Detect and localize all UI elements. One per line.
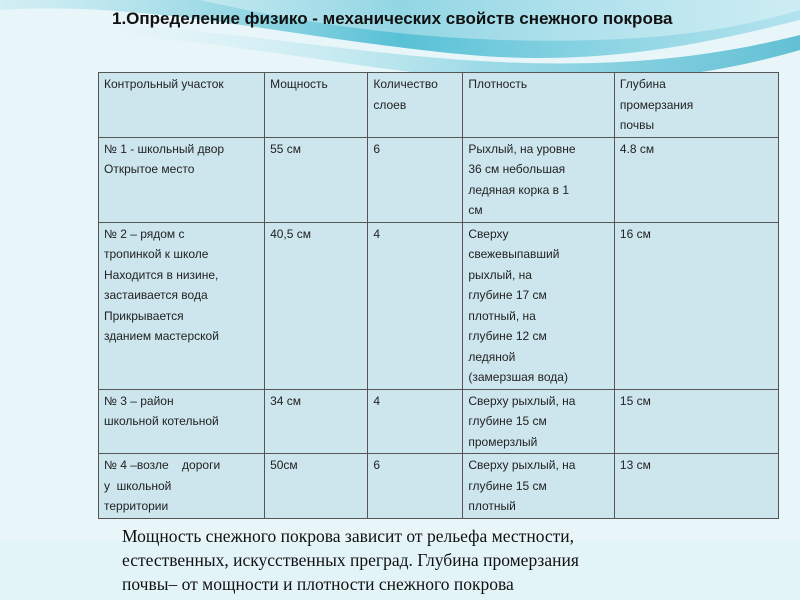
table-row (99, 222, 779, 389)
header-cell-layers (368, 73, 463, 138)
cell-line: ледяная корка в 1 (468, 182, 570, 197)
cell-line: свежевыпавший (468, 247, 560, 261)
table-row (99, 137, 779, 222)
cell-line: 6 (373, 141, 381, 156)
cell-line: Прикрывается (104, 308, 184, 323)
conclusion-line: естественных, искусственных преград. Глубина промерзания (122, 550, 579, 570)
table-row (99, 389, 779, 454)
table-cell (463, 222, 615, 389)
cell-line: № 2 – рядом с (104, 226, 185, 241)
cell-line: № 1 - школьный двор (104, 141, 225, 156)
cell-line: Глубина (619, 77, 666, 91)
cell-line: Контрольный участок (104, 77, 224, 91)
table-cell (99, 454, 265, 519)
table-cell (368, 137, 463, 222)
cell-line: Находится в низине, (104, 267, 219, 282)
cell-line: почвы (619, 118, 655, 132)
cell-line: тропинкой к школе (104, 247, 209, 261)
cell-line: № 4 –возле дороги (104, 458, 221, 472)
header-cell-site (99, 73, 265, 138)
cell-line: глубине 12 см (468, 329, 547, 343)
cell-line: 16 см (619, 226, 651, 241)
cell-line: 40,5 см (270, 226, 312, 241)
cell-line: 4 (373, 226, 381, 241)
cell-line: 13 см (619, 458, 651, 472)
cell-line: у школьной (104, 478, 172, 493)
snow-properties-table (98, 72, 779, 519)
cell-line: плотный (468, 499, 516, 513)
cell-line: школьной котельной (104, 414, 219, 428)
table-header-row (99, 73, 779, 138)
cell-line: 4.8 см (619, 141, 655, 156)
cell-line: 4 (373, 393, 381, 408)
cell-line: слоев (373, 97, 407, 112)
cell-line: Сверху рыхлый, на (468, 393, 576, 408)
cell-line: Сверху рыхлый, на (468, 458, 576, 472)
conclusion-text (122, 524, 762, 596)
cell-line: 50см (270, 458, 298, 472)
cell-line: Плотность (468, 77, 528, 91)
table-cell (265, 137, 368, 222)
cell-line: № 3 – район (104, 393, 174, 408)
cell-line: Количество (373, 77, 438, 91)
header-cell-thickness (265, 73, 368, 138)
table-row (99, 454, 779, 519)
table-cell (463, 389, 615, 454)
cell-line: территории (104, 499, 169, 513)
cell-line: промерзлый (468, 434, 538, 449)
slide-title: 1.Определение физико - механических свойств снежного покрова (112, 9, 673, 28)
table-cell (463, 454, 615, 519)
cell-line: ледяной (468, 349, 516, 364)
cell-line: промерзания (619, 97, 694, 112)
cell-line: Открытое место (104, 162, 195, 176)
cell-line: застаивается вода (104, 288, 208, 302)
cell-line: глубине 17 см (468, 288, 547, 302)
cell-line: (замерзшая вода) (468, 370, 568, 384)
table-cell (463, 137, 615, 222)
cell-line: см (468, 203, 483, 217)
table-cell (614, 454, 778, 519)
cell-line: Сверху (468, 226, 509, 241)
conclusion-line: Мощность снежного покрова зависит от рельефа местности, (122, 526, 575, 546)
table-cell (265, 389, 368, 454)
cell-line: 36 см небольшая (468, 162, 566, 176)
table-cell (265, 222, 368, 389)
cell-line: Рыхлый, на уровне (468, 141, 576, 156)
header-cell-density (463, 73, 615, 138)
header-cell-freeze-depth (614, 73, 778, 138)
table-cell (614, 389, 778, 454)
table-cell (368, 222, 463, 389)
cell-line: Мощность (270, 77, 328, 91)
cell-line: плотный, на (468, 308, 536, 323)
table-cell (99, 222, 265, 389)
cell-line: 34 см (270, 393, 301, 408)
table-cell (265, 454, 368, 519)
cell-line: рыхлый, на (468, 267, 532, 282)
table-cell (614, 137, 778, 222)
table-cell (99, 137, 265, 222)
table-cell (99, 389, 265, 454)
table-cell (614, 222, 778, 389)
cell-line: 6 (373, 458, 381, 472)
cell-line: 55 см (270, 141, 301, 156)
cell-line: глубине 15 см (468, 478, 547, 493)
cell-line: 15 см (619, 393, 651, 408)
table-cell (368, 389, 463, 454)
cell-line: глубине 15 см (468, 414, 547, 428)
conclusion-line: почвы– от мощности и плотности снежного покрова (122, 574, 514, 594)
cell-line: зданием мастерской (104, 329, 219, 343)
table-cell (368, 454, 463, 519)
